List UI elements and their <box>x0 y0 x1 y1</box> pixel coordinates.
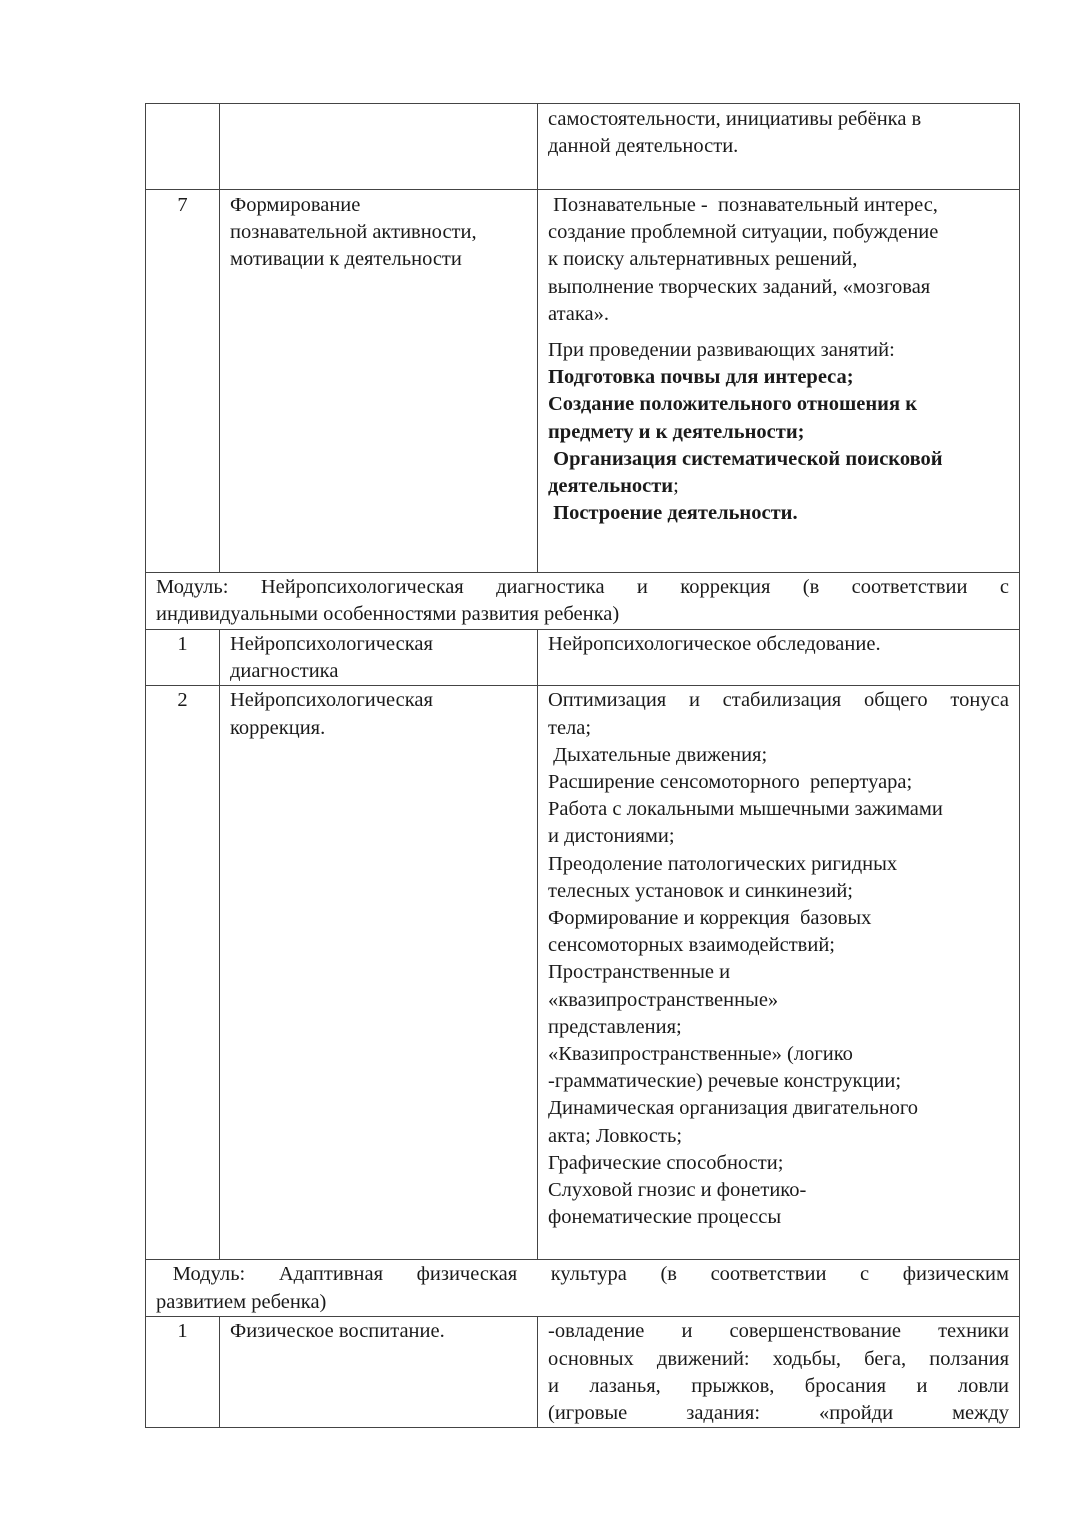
content-line: -грамматические) речевые конструкции; <box>548 1070 902 1093</box>
table-row-neuro-2 <box>146 686 1020 1260</box>
module-title-line: Модуль: Адаптивная физическая культура (в соответствии с физическим <box>156 1263 1009 1286</box>
content-line: фонематические процессы <box>548 1206 782 1229</box>
content-line: Пространственные и <box>548 961 731 984</box>
bold-line: Организация систематической поисковой <box>548 447 943 470</box>
title-line: коррекция. <box>230 716 326 739</box>
content-line: Нейропсихологическое обследование. <box>548 633 881 655</box>
cell-title <box>220 630 538 686</box>
intro-line: При проведении развивающих занятий: <box>548 339 895 362</box>
table-row-neuro-1 <box>146 630 1020 686</box>
content-line: создание проблемной ситуации, побуждение <box>548 221 939 244</box>
content-line: «квазипространственные» <box>548 988 779 1011</box>
cell-number <box>146 104 220 190</box>
cell-content <box>538 190 1020 573</box>
content-line: Оптимизация и стабилизация общего тонуса <box>548 689 1009 712</box>
title-line: познавательной активности, <box>230 221 477 244</box>
cell-title <box>220 1317 538 1428</box>
cell-number <box>146 630 220 686</box>
content-line: Преодоление патологических ригидных <box>548 852 898 875</box>
bold-line: Создание положительного отношения к <box>548 393 918 416</box>
module-title-line: Модуль: Нейропсихологическая диагностика и коррекция (в соответствии с <box>156 576 1009 598</box>
content-line: Формирование и коррекция базовых <box>548 907 872 930</box>
title-line: Нейропсихологическая <box>230 633 433 655</box>
cell-title <box>220 104 538 190</box>
row-number: 1 <box>177 633 188 655</box>
content-line: Графические способности; <box>548 1151 784 1174</box>
content-line: основных движений: ходьбы, бега, ползания <box>548 1347 1009 1370</box>
module-title-line: индивидуальными особенностями развития ребенка) <box>156 603 620 626</box>
module-title-line: развитием ребенка) <box>156 1290 327 1313</box>
module-row-neuro <box>146 573 1020 630</box>
content-line: Расширение сенсомоторного репертуара; <box>548 771 913 794</box>
title-line: мотивации к деятельности <box>230 248 462 271</box>
module-cell <box>146 1260 1020 1317</box>
bold-line: Построение деятельности. <box>548 502 798 525</box>
row-number: 2 <box>177 689 188 712</box>
content-line: к поиску альтернативных решений, <box>548 248 858 271</box>
bold-line: Подготовка почвы для интереса; <box>548 366 854 389</box>
row-number: 1 <box>177 1320 188 1343</box>
content-line: данной деятельности. <box>548 135 739 158</box>
content-line: выполнение творческих заданий, «мозговая <box>548 275 931 298</box>
content-line: и дистониями; <box>548 825 675 848</box>
module-row-apk <box>146 1260 1020 1317</box>
bold-line-with-tail <box>548 473 1009 500</box>
cell-title <box>220 686 538 1260</box>
bold-tail: деятельности <box>548 475 674 498</box>
content-line: (игровые задания: «пройди между <box>548 1402 1009 1425</box>
row-number: 7 <box>177 194 188 216</box>
title-line: Нейропсихологическая <box>230 689 433 712</box>
content-line: сенсомоторных взаимодействий; <box>548 934 835 957</box>
cell-content <box>538 686 1020 1260</box>
content-line: Работа с локальными мышечными зажимами <box>548 798 943 821</box>
cell-title <box>220 190 538 573</box>
cell-content <box>538 630 1020 686</box>
cell-content <box>538 1317 1020 1428</box>
content-line: -овладение и совершенствование техники <box>548 1320 1009 1343</box>
table-row-7 <box>146 190 1020 573</box>
title-line: Физическое воспитание. <box>230 1320 445 1343</box>
cell-number <box>146 686 220 1260</box>
content-line: Познавательные - познавательный интерес, <box>548 194 938 216</box>
content-line: тела; <box>548 716 592 739</box>
bold-line: предмету и к деятельности; <box>548 420 805 443</box>
program-table <box>145 103 1020 1428</box>
content-line: представления; <box>548 1015 682 1038</box>
table-row-continued <box>146 104 1020 190</box>
content-line: Динамическая организация двигательного <box>548 1097 918 1120</box>
content-line: атака». <box>548 302 609 325</box>
content-line: телесных установок и синкинезий; <box>548 879 853 902</box>
content-line: акта; Ловкость; <box>548 1124 683 1147</box>
content-line: Слуховой гнозис и фонетико- <box>548 1179 807 1202</box>
content-line: и лазанья, прыжков, бросания и ловли <box>548 1374 1009 1397</box>
cell-content <box>538 104 1020 190</box>
title-line: Формирование <box>230 194 361 216</box>
content-line: Дыхательные движения; <box>548 743 768 766</box>
table-row-apk-1 <box>146 1317 1020 1428</box>
module-cell <box>146 573 1020 630</box>
content-line: самостоятельности, инициативы ребёнка в <box>548 108 922 130</box>
title-line: диагностика <box>230 660 339 683</box>
paragraph-gap <box>548 328 1009 337</box>
content-line: «Квазипространственные» (логико <box>548 1043 853 1066</box>
tail-punct: ; <box>673 475 679 498</box>
cell-number <box>146 190 220 573</box>
cell-number <box>146 1317 220 1428</box>
